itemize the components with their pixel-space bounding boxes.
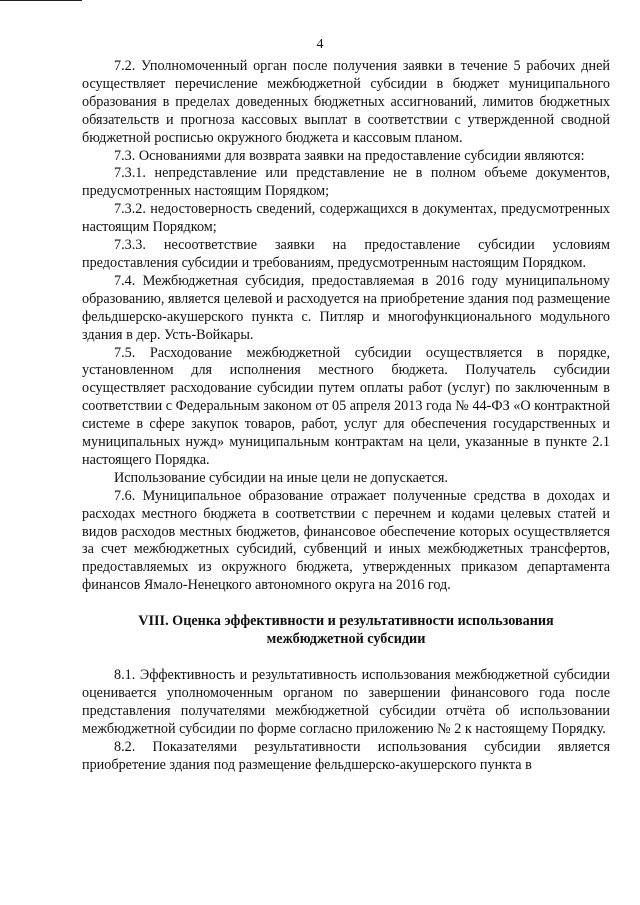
section-heading-line-2: межбюджетной субсидии [266, 631, 426, 648]
paragraph-7-5-note: Использование субсидии на иные цели не допускается. [114, 469, 448, 486]
paragraph-7-4: 7.4. Межбюджетная субсидия, предоставляемая в 2016 году муниципальному образованию, является целевой и расходуется на приобретение здания под размещение фельдшерско-акушерского пункта с. Питляр и многофункционального модульного здания в дер. Усть-Войкары. [82, 272, 610, 343]
section-heading-line-1: VIII. Оценка эффективности и результативности использования [138, 613, 554, 630]
paragraph-7-3-3: 7.3.3. несоответствие заявки на предоставление субсидии условиям предоставления субсидии и требованиям, предусмотренным настоящим Порядком. [82, 237, 610, 271]
section-heading [82, 613, 610, 649]
paragraph-7-3-2: 7.3.2. недостоверность сведений, содержащихся в документах, предусмотренных настоящим Порядком; [82, 201, 610, 236]
top-rule-line [0, 0, 82, 1]
paragraph-7-2: 7.2. Уполномоченный орган после получения заявки в течение 5 рабочих дней осуществляет перечисление межбюджетной субсидии в бюджет муниципального образования в пределах доведенных бюджетных ассигнований, лимитов бюджетных обязательств и прогноза кассовых выплат в соответствии с утвержденной сводной бюджетной росписью окружного бюджета и кассовым планом. [82, 58, 610, 146]
page-number: 4 [316, 37, 324, 52]
paragraph-7-5: 7.5. Расходование межбюджетной субсидии осуществляется в порядке, установленном для исполнения местного бюджета. Получатель субсидии осуществляет расходование субсидии путем оплаты работ (услуг) по заключенным в соответствии с Федеральным законом от 05 апреля 2013 года № 44-ФЗ «О контрактной системе в сфере закупок товаров, работ, услуг для обеспечения государственных и муниципальных нужд» муниципальным контрактам на цели, указанные в пункте 2.1 настоящего Порядка. [82, 344, 610, 468]
paragraph-7-3: 7.3. Основаниями для возврата заявки на предоставление субсидии являются: [114, 147, 585, 164]
paragraph-8-2: 8.2. Показателями результативности использования субсидии является приобретение здания под размещение фельдшерско-акушерского пункта в [82, 738, 610, 773]
paragraph-7-3-1: 7.3.1. непредставление или представление не в полном объеме документов, предусмотренных настоящим Порядком; [82, 165, 610, 200]
document-body [82, 58, 610, 774]
paragraph-7-6: 7.6. Муниципальное образование отражает полученные средства в доходах и расходах местного бюджета в соответствии с перечнем и кодами целевых статей и видов расходов местных бюджетов, финансовое обеспечение которых осуществляется за счет межбюджетных субсидий, субвенций и иных межбюджетных трансфертов, предоставляемых из окружного бюджета, утвержденных приказом департамента финансов Ямало-Ненецкого автономного округа на 2016 год. [82, 487, 610, 594]
paragraph-8-1: 8.1. Эффективность и результативность использования межбюджетной субсидии оценивается уполномоченным органом по завершении финансового года после представления получателями межбюджетной субсидии отчёта об использовании межбюджетной субсидии по форме согласно приложению № 2 к настоящему Порядку. [82, 667, 610, 737]
